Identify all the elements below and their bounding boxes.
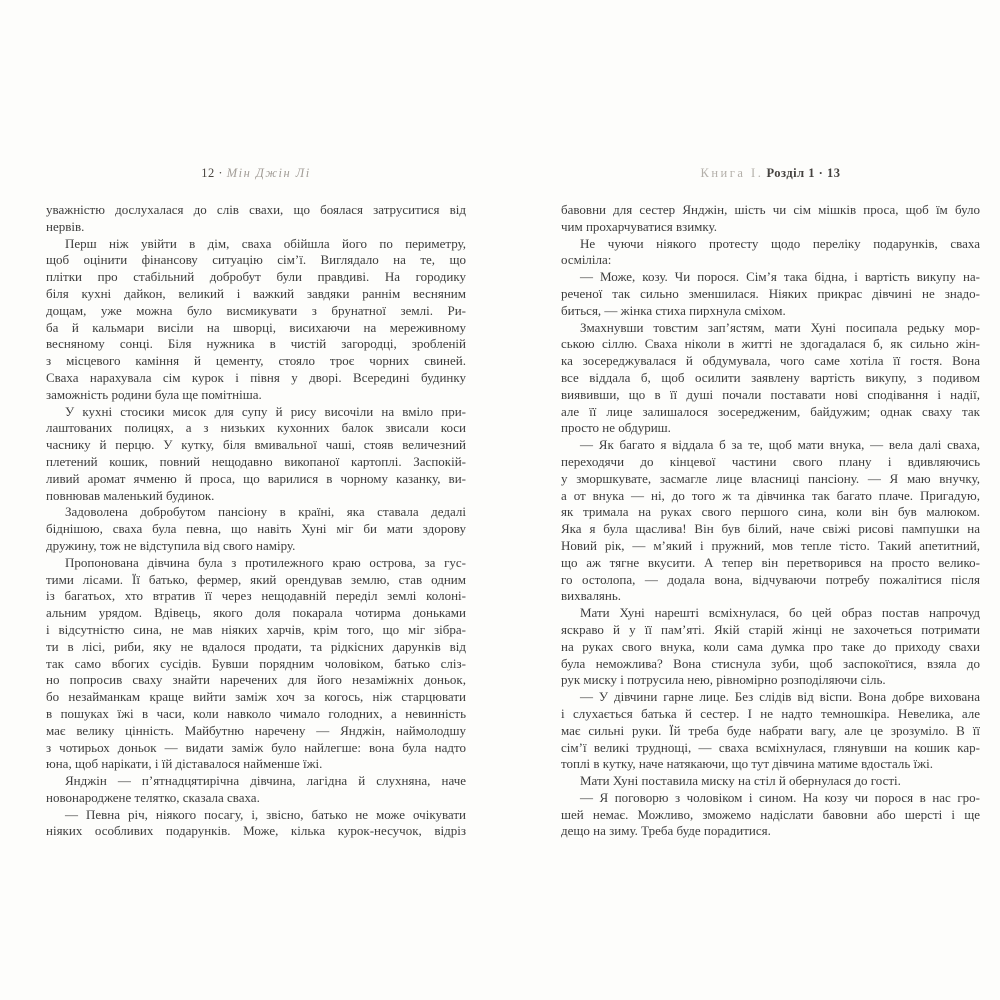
text-line: ливий аромат ячменю й проса, що варилися в чорному казанку, ви- [46,470,466,486]
running-head-author: Мін Джін Лі [226,166,311,180]
text-line: з чотирьох доньок — видати заміж було найлегше: вона була надто [46,739,466,755]
text-line: реченої так сильно зменшилася. Ніяких прикрас дівчині не знадо- [561,285,980,301]
text-line: чим прохарчуватися взимку. [561,218,717,234]
text-line: з місцевого каміння й цементу, стояло троє чорних свиней. [46,353,466,369]
text-line: Пропонована дівчина була з протилежного краю острова, за гус- [65,554,466,570]
right-page-header [561,166,980,180]
text-line: дещо на зиму. Треба буде порадитися. [561,823,771,839]
text-line: в пошуках їжі в часи, коли навколо чимало голодних, а невинність [46,705,466,721]
text-line: нервів. [46,218,85,234]
text-line: і слухається батька й сестер. І не надто темношкіра. Невелика, але [561,705,980,721]
text-line: Яка я була щаслива! Він був білий, наче свіжі рисові пампушки на [561,521,980,537]
text-line: тими лісами. Її батько, фермер, який орендував землю, став одним [46,571,466,587]
text-line: Сваха нарахувала сім курок і півня у дворі. Всередині будинку [46,369,466,385]
text-line: бавовни для сестер Янджін, шість чи сім мішків проса, щоб їм було [561,202,980,217]
text-line: ніяких особливих подарунків. Може, кілька курок-несучок, відріз [46,823,466,839]
header-separator: · [214,166,227,180]
text-line: осміліла: [561,252,612,268]
text-line: уважністю дослухалася до слів свахи, що боялася затруситися від [46,202,466,217]
text-line: весняному сонці. Біля нужника в чистій загородці, зробленій [46,336,466,352]
text-line: — Як багато я віддала б за те, щоб мати внука, — вела далі сваха, [580,437,980,453]
text-line: го остолопа, — додала вона, відчуваючи потребу пожалітися після [561,571,980,587]
text-line: Перш ніж увійти в дім, сваха обійшла його по периметру, [65,235,466,251]
text-line: биться, — жінка стиха пирхнула сміхом. [561,302,786,318]
text-line: ською сіллю. Сваха ніколи в житті не здогадалася б, як сильно жін- [561,336,980,352]
text-line: виявивши, що в її душі почали поставати нові сподівання і надії, [561,386,980,402]
right-page [561,166,980,840]
text-line: топлі в кутку, наче натякаючи, що тут дівчина матиме вдосталь їжі. [561,756,933,772]
text-line: Змахнувши товстим зап’ястям, мати Хуні посипала редьку мор- [580,319,980,335]
text-line: вихвалянь. [561,588,622,604]
text-line: як тримала на руках свого першого сина, коли він був малюком. [561,504,980,520]
running-head-book: Книга I. [700,166,764,180]
text-line: але її лице залишалося зосередженим, байдужим; однак сваху так [561,403,980,419]
text-line: Мати Хуні поставила миску на стіл й обернулася до гості. [580,773,901,789]
text-line: Задоволена добробутом пансіону в країні, яка ставала дедалі [65,504,466,520]
text-line: ба й кальмари висіли на шворці, висихаючи на мереживному [46,319,466,335]
text-line: і відсутністю сина, не мав ніяких харчів, крім того, що міг зібра- [46,621,466,637]
right-page-text [561,202,980,840]
text-line: Не чуючи ніякого протесту щодо переліку подарунків, сваха [580,235,980,251]
text-line: рук миску і потрусила нею, рівномірно розподіляючи сіль. [561,672,886,688]
text-line: має сильні руки. Їй треба буде набрати вагу, але це зрозуміло. В її [561,722,980,738]
text-line: на руках свого внука, коли сама думка про таке до приходу свахи [561,638,980,654]
text-line: дружину, тож не відступила від свого наміру. [46,537,296,553]
text-line: сім’ї великі труднощі, — сваха всміхнулася, глянувши на кошик кар- [561,739,980,755]
left-page-number: 12 [201,166,215,180]
text-line: має велику цінність. Майбутню наречену — Янджін, наймолодшу [46,722,466,738]
text-line: шей немає. Можливо, зможемо надіслати бавовни або шерсті і ще [561,806,980,822]
text-line: заможність родини була ще помітніша. [46,386,262,402]
text-line: часнику й перцю. У кутку, біля вмивальної чаші, стояв величезний [46,437,466,453]
left-page-header [46,166,466,180]
text-line: бо незайманкам краще вийти заміж хоч за когось, ніж старцювати [46,689,466,705]
text-line: юна, щоб нарікати, і їй діставалося найменше їжі. [46,756,323,772]
text-line: У кухні стосики мисок для супу й рису височіли на вміло при- [65,403,466,419]
text-line: плітки про стабільний добробут були правдиві. На городику [46,269,466,285]
text-line: альним урядом. Вдівець, якого доля покарала чотирма доньками [46,605,466,621]
text-line: яскраво й у її пам’яті. Якій старій жінці не захочеться потримати [561,621,980,637]
text-line: — Певна річ, ніякого посагу, і, звісно, батько не може очікувати [65,806,466,822]
text-line: так само вбогих сусідів. Бувши порядним чоловіком, батько сліз- [46,655,466,671]
text-line: біля кухні дайкон, великий і важкий завдяки раннім весняним [46,285,466,301]
text-line: Новий рік, — м’який і пружний, мов тепле тісто. Такий апетитний, [561,537,980,553]
running-head-chapter-page: Розділ 1 · 13 [766,166,841,180]
text-line: Мати Хуні нарешті всміхнулася, бо цей образ постав напрочуд [580,605,980,621]
text-line: дощам, уже можна було висмикувати з брунатної землі. Ри- [46,302,466,318]
text-line: повнював маленький будинок. [46,487,215,503]
left-page-text [46,202,466,840]
text-line: — Може, козу. Чи порося. Сім’я така бідна, і вартість викупу на- [580,269,980,285]
text-line: біднішою, сваха була певна, що навіть Хуні міг би мати здорову [46,521,466,537]
text-line: просто не обдуриш. [561,420,671,436]
text-line: а от внука — ні, до того ж та дівчинка так багато плаче. Пригадую, [561,487,980,503]
text-line: що аж тягне вкусити. А тепер він перетворився на просто велико- [561,554,980,570]
left-page [46,166,466,840]
text-line: — У дівчини гарне лице. Без слідів від віспи. Вона добре вихована [580,689,980,705]
text-line: ка зосереджувалася й обдумувала, чого саме хотіла її гостя. Вона [561,353,980,369]
text-line: плетений кошик, повний нещодавно викопаної картоплі. Заспокій- [46,453,466,469]
text-line: переходячи до кінцевої частини свого плану і вдивляючись [561,453,980,469]
text-line: була неможлива? Вона стиснула зуби, щоб заспокоїтися, взяла до [561,655,980,671]
text-line: но попросив сваху знайти наречених для його незаміжніх доньок, [46,672,466,688]
text-line: все віддала б, щоб осилити заявлену вартість викупу, з подивом [561,369,980,385]
text-line: ти в лісі, риби, яку не вдалося продати, та рідкісних дарунків від [46,638,466,654]
text-line: у зморшкувате, засмагле лице власниці пансіону. — Я маю внучку, [561,470,980,486]
text-line: Янджін — п’ятнадцятирічна дівчина, лагідна й слухняна, наче [65,773,466,789]
text-line: із багатьох, хто втратив її через нещодавній переділ землі колоні- [46,588,466,604]
text-line: — Я поговорю з чоловіком і сином. На козу чи порося в нас гро- [580,789,980,805]
text-line: новонароджене телятко, сказала сваха. [46,789,260,805]
text-line: щоб оцінити фінансову ситуацію сім’ї. Виглядало на те, що [46,252,466,268]
text-line: лаштованих полицях, а з низьких кухонних балок звисали коси [46,420,466,436]
